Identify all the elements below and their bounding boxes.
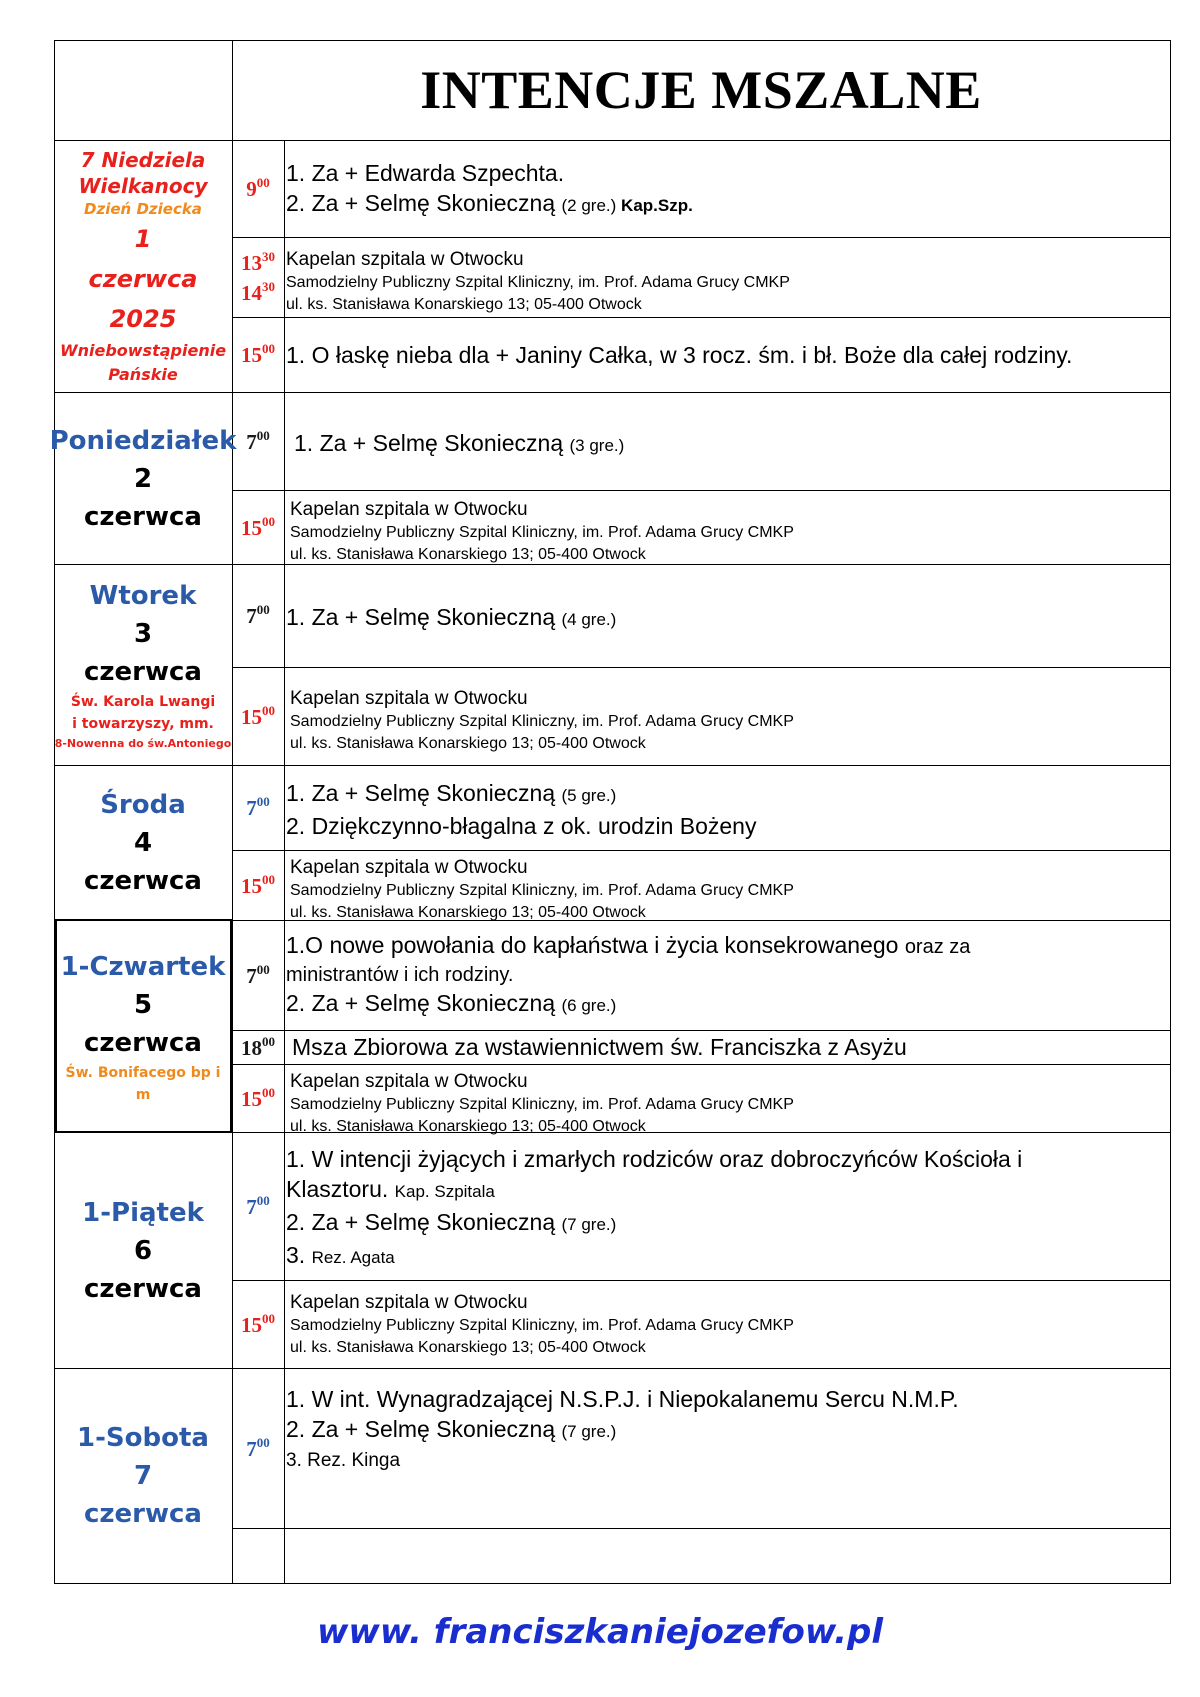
day-cell-friday <box>54 1133 232 1368</box>
day-name: Poniedziałek <box>49 425 237 456</box>
chaplain-hospital: Samodzielny Publiczny Szpital Kliniczny, im. Prof. Adama Grucy CMKP <box>290 713 794 730</box>
day-name: Środa <box>100 790 186 820</box>
day-number: 5 <box>133 989 153 1020</box>
chaplain-address: ul. ks. Stanisława Konarskiego 13; 05-400 Otwock <box>290 735 646 752</box>
feast-label: 8-Nowenna do św.Antoniego <box>54 737 232 750</box>
chaplain-address: ul. ks. Stanisława Konarskiego 13; 05-400 Otwock <box>290 1339 646 1356</box>
feast-label: i towarzyszy, mm. <box>72 716 214 732</box>
mass-time: $13^{30}$ $14^{30}$ <box>241 248 275 305</box>
mass-time: $7^{00}$ <box>246 602 270 628</box>
intention-block <box>292 1032 1172 1062</box>
feast-label: Św. Bonifacego bp i <box>65 1064 221 1081</box>
chaplain-block <box>290 1290 1170 1359</box>
intention-line: 2. Za + Selmę Skonieczną (2 gre.) Kap.Szp. <box>286 190 693 216</box>
subrow-line <box>232 1064 1171 1065</box>
chaplain-address: ul. ks. Stanisława Konarskiego 13; 05-400 Otwock <box>290 546 646 563</box>
website-link[interactable]: www. franciszkaniejozefow.pl <box>317 1612 883 1652</box>
day-number: 6 <box>133 1235 153 1266</box>
intention-line: 1. Za + Selmę Skonieczną (3 gre.) <box>294 430 625 456</box>
day-name-line1: 7 Niedziela <box>80 147 206 172</box>
day-month: czerwca <box>88 264 198 293</box>
mass-time: $15^{00}$ <box>241 1084 275 1111</box>
chaplain-hospital: Samodzielny Publiczny Szpital Kliniczny, im. Prof. Adama Grucy CMKP <box>286 274 790 291</box>
day-cell-tuesday <box>54 565 232 765</box>
day-name: 1-Piątek <box>82 1197 204 1228</box>
day-number: 2 <box>133 463 153 494</box>
intention-line: 1. W int. Wynagradzającej N.S.P.J. i Niepokalanemu Sercu N.M.P. <box>286 1386 959 1412</box>
day-cell-saturday <box>54 1369 232 1583</box>
feast-label: Wniebowstąpienie <box>59 340 227 360</box>
mass-time: $15^{00}$ <box>241 513 275 540</box>
subrow-line <box>232 850 1171 851</box>
chaplain-block <box>290 686 1170 755</box>
intention-block <box>294 428 1174 461</box>
table-border-right <box>1170 40 1171 1583</box>
chaplain-title: Kapelan szpitala w Otwocku <box>286 249 524 270</box>
intention-line: 1. Za + Edwarda Szpechta. <box>286 160 565 186</box>
intention-line: 3. Rez. Kinga <box>286 1450 401 1471</box>
chaplain-block <box>290 1069 1170 1138</box>
intention-block <box>286 1384 1166 1475</box>
day-cell-sunday <box>54 141 232 392</box>
day-name-line2: Wielkanocy <box>78 173 208 198</box>
subrow-line <box>232 1528 1171 1529</box>
subrow-line <box>232 317 1171 318</box>
intention-line: Klasztoru. Kap. Szpitala <box>286 1176 495 1202</box>
intention-line: 1.O nowe powołania do kapłaństwa i życia konsekrowanego oraz za <box>286 932 971 958</box>
intention-line: 3. Rez. Agata <box>286 1242 395 1268</box>
intention-block <box>286 1144 1166 1273</box>
chaplain-address: ul. ks. Stanisława Konarskiego 13; 05-400 Otwock <box>290 904 646 921</box>
intention-line: 2. Za + Selmę Skonieczną (7 gre.) <box>286 1209 617 1235</box>
day-month: czerwca <box>84 501 202 532</box>
intention-line: Msza Zbiorowa za wstawiennictwem św. Franciszka z Asyżu <box>292 1034 907 1060</box>
mass-time: $15^{00}$ <box>241 1310 275 1337</box>
day-year: 2025 <box>109 304 177 333</box>
day-cell-monday <box>49 393 237 564</box>
chaplain-hospital: Samodzielny Publiczny Szpital Kliniczny, im. Prof. Adama Grucy CMKP <box>290 882 794 899</box>
intention-line: 2. Za + Selmę Skonieczną (7 gre.) <box>286 1416 617 1442</box>
table-divider-time <box>284 140 285 1583</box>
intention-block <box>286 778 1166 841</box>
intention-line: 2. Za + Selmę Skonieczną (6 gre.) <box>286 990 617 1016</box>
chaplain-address: ul. ks. Stanisława Konarskiego 13; 05-400 Otwock <box>290 1118 646 1135</box>
day-month: czerwca <box>84 657 202 687</box>
intention-line: 1. O łaskę nieba dla + Janiny Całka, w 3 rocz. śm. i bł. Boże dla całej rodziny. <box>286 342 1073 368</box>
chaplain-block <box>290 497 1170 566</box>
subrow-line <box>232 1280 1171 1281</box>
chaplain-title: Kapelan szpitala w Otwocku <box>290 688 528 709</box>
subrow-line <box>232 667 1171 668</box>
day-month: czerwca <box>84 1027 202 1058</box>
subrow-line <box>232 490 1171 491</box>
chaplain-title: Kapelan szpitala w Otwocku <box>290 499 528 520</box>
mass-time: $15^{00}$ <box>241 702 275 729</box>
feast-label: Św. Karola Lwangi <box>70 694 216 710</box>
intention-line: 1. W intencji żyjących i zmarłych rodziców oraz dobroczyńców Kościoła i <box>286 1146 1023 1172</box>
intention-line: ministrantów i ich rodziny. <box>286 964 514 986</box>
feast-label: Dzień Dziecka <box>84 199 202 218</box>
chaplain-hospital: Samodzielny Publiczny Szpital Kliniczny, im. Prof. Adama Grucy CMKP <box>290 524 794 541</box>
chaplain-hospital: Samodzielny Publiczny Szpital Kliniczny, im. Prof. Adama Grucy CMKP <box>290 1096 794 1113</box>
intention-line: 1. Za + Selmę Skonieczną (4 gre.) <box>286 604 617 630</box>
day-cell-wednesday <box>54 766 232 920</box>
chaplain-title: Kapelan szpitala w Otwocku <box>290 1071 528 1092</box>
chaplain-address: ul. ks. Stanisława Konarskiego 13; 05-400 Otwock <box>286 296 642 313</box>
chaplain-block <box>290 855 1170 924</box>
page-title: INTENCJE MSZALNE <box>420 60 982 120</box>
mass-time: $7^{00}$ <box>246 1192 270 1219</box>
mass-time: $15^{00}$ <box>241 871 275 898</box>
subrow-line <box>232 1030 1171 1031</box>
mass-time: $15^{00}$ <box>241 341 275 367</box>
feast-label: m <box>135 1086 151 1103</box>
mass-time: $7^{00}$ <box>246 794 270 820</box>
feast-label: Pańskie <box>108 364 178 384</box>
mass-time: $7^{00}$ <box>246 427 270 454</box>
day-month: czerwca <box>84 1273 202 1304</box>
chaplain-block <box>286 247 1166 316</box>
intention-line: 1. Za + Selmę Skonieczną (5 gre.) <box>286 780 617 806</box>
day-month: czerwca <box>84 866 202 896</box>
day-number: 4 <box>133 828 153 858</box>
mass-time: $9^{00}$ <box>246 175 270 201</box>
day-month: czerwca <box>84 1499 202 1529</box>
day-number: 1 <box>134 224 152 253</box>
intention-line: 2. Dziękczynno-błagalna z ok. urodzin Bożeny <box>286 813 757 839</box>
intention-block <box>286 158 1166 221</box>
table-border-bottom <box>54 1583 1171 1584</box>
day-number: 7 <box>133 1461 153 1491</box>
day-name: 1-Sobota <box>77 1423 209 1453</box>
day-name: 1-Czwartek <box>60 951 226 982</box>
day-cell-thursday <box>54 921 232 1132</box>
subrow-line <box>232 237 1171 238</box>
chaplain-hospital: Samodzielny Publiczny Szpital Kliniczny, im. Prof. Adama Grucy CMKP <box>290 1317 794 1334</box>
intention-block <box>286 602 1166 635</box>
mass-time: $7^{00}$ <box>246 1434 270 1461</box>
intention-block <box>286 340 1166 370</box>
day-number: 3 <box>133 619 153 649</box>
day-name: Wtorek <box>89 581 197 611</box>
chaplain-title: Kapelan szpitala w Otwocku <box>290 1292 528 1313</box>
mass-time: $18^{00}$ <box>241 1033 275 1060</box>
chaplain-title: Kapelan szpitala w Otwocku <box>290 857 528 878</box>
mass-time: $7^{00}$ <box>246 961 270 988</box>
intention-block <box>286 930 1166 1021</box>
